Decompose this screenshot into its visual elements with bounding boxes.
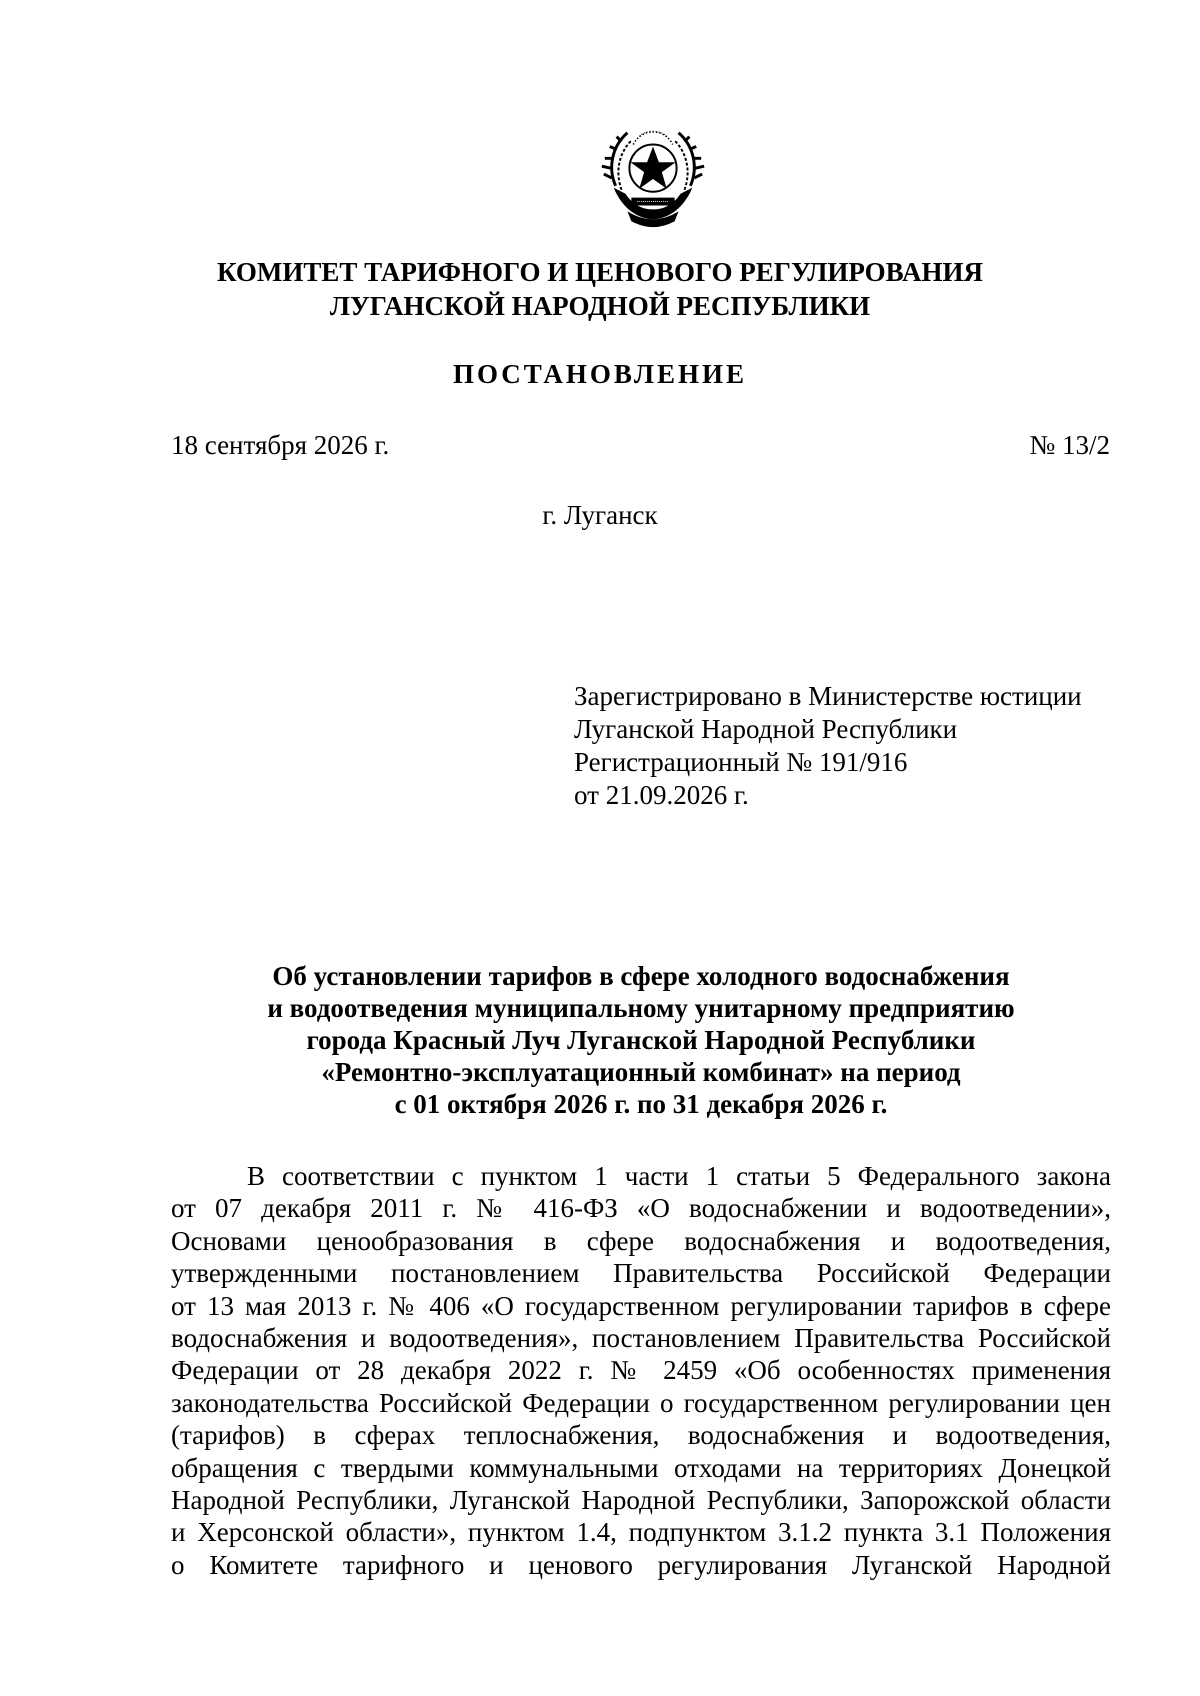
organization-title-line-1: КОМИТЕТ ТАРИФНОГО И ЦЕНОВОГО РЕГУЛИРОВАНИЯ (216, 257, 983, 287)
body-line: о Комитете тарифного и ценового регулирования Луганской Народной (171, 1549, 1111, 1580)
document-type-heading: ПОСТАНОВЛЕНИЕ (452, 359, 748, 389)
body-line: и Херсонской области», пунктом 1.4, подпунктом 3.1.2 пункта 3.1 Положения (171, 1517, 1111, 1548)
body-line: водоснабжения и водоотведения», постановлением Правительства Российской (171, 1323, 1111, 1354)
body-line: В соответствии с пунктом 1 части 1 статьи 5 Федерального закона (247, 1161, 1111, 1191)
document-city: г. Луганск (542, 500, 658, 530)
body-line: от 07 декабря 2011 г. № 416-ФЗ «О водоснабжении и водоотведении», (171, 1193, 1111, 1224)
registration-stamp (574, 680, 1082, 812)
document-date: 18 сентября 2026 г. (171, 430, 390, 460)
registration-line: Луганской Народной Республики (574, 714, 958, 744)
body-line: утвержденными постановлением Правительства Российской Федерации (171, 1258, 1111, 1289)
subject-line: Об установлении тарифов в сфере холодного водоснабжения (272, 961, 1010, 991)
document-number: № 13/2 (1029, 430, 1110, 460)
subject-line: с 01 октября 2026 г. по 31 декабря 2026 г. (394, 1089, 888, 1119)
registration-line: от 21.09.2026 г. (574, 780, 749, 810)
subject-line: и водоотведения муниципальному унитарному предприятию (267, 993, 1015, 1023)
registration-line: Зарегистрировано в Министерстве юстиции (574, 681, 1082, 711)
body-line: Основами ценообразования в сфере водоснабжения и водоотведения, (171, 1225, 1111, 1256)
body-line: Народной Республики, Луганской Народной Республики, Запорожской области (171, 1485, 1111, 1516)
document-subject-title (171, 960, 1111, 1120)
subject-line: города Красный Луч Луганской Народной Республики (306, 1025, 976, 1055)
body-line: от 13 мая 2013 г. № 406 «О государственном регулировании тарифов в сфере (171, 1290, 1111, 1321)
body-line: законодательства Российской Федерации о государственном регулировании цен (171, 1387, 1111, 1418)
body-line: (тарифов) в сферах теплоснабжения, водоснабжения и водоотведения, (171, 1420, 1111, 1451)
body-paragraph (171, 1160, 1111, 1581)
body-line: Федерации от 28 декабря 2022 г. № 2459 «Об особенностях применения (171, 1355, 1111, 1386)
coat-of-arms-emblem (594, 117, 712, 235)
subject-line: «Ремонтно-эксплуатационный комбинат» на период (321, 1057, 961, 1087)
body-line: обращения с твердыми коммунальными отходами на территориях Донецкой (171, 1452, 1111, 1483)
registration-line: Регистрационный № 191/916 (574, 747, 908, 777)
organization-title-line-2: ЛУГАНСКОЙ НАРОДНОЙ РЕСПУБЛИКИ (329, 291, 871, 321)
